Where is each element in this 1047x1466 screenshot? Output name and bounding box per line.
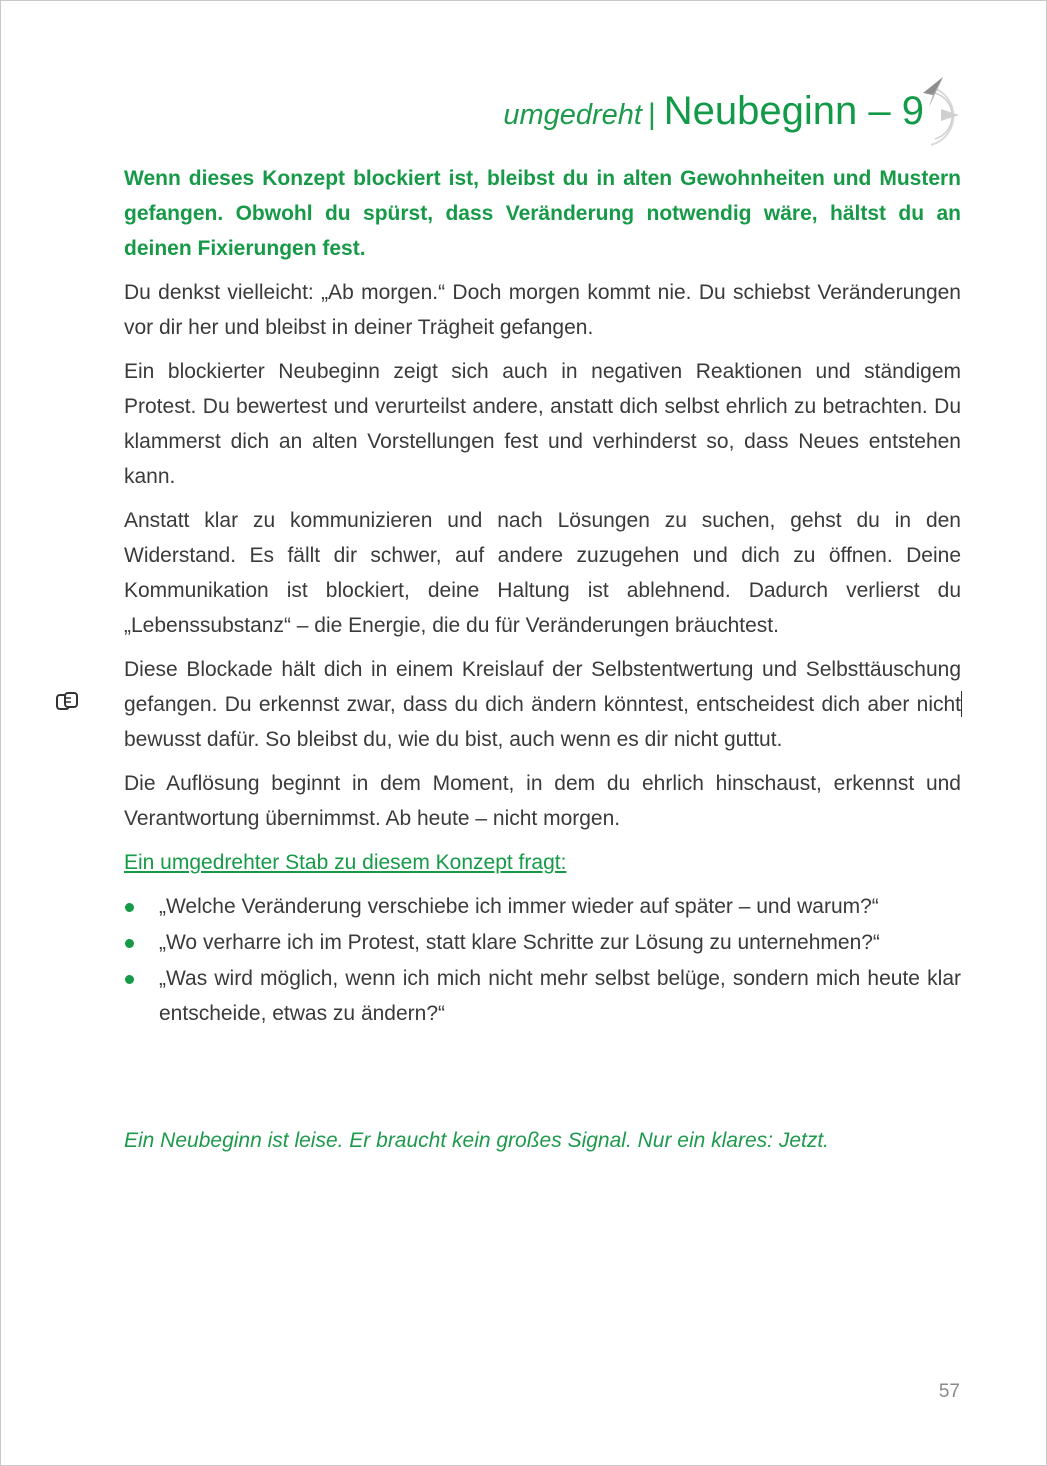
question-item [124, 889, 961, 924]
body-paragraph-4: Diese Blockade hält dich in einem Kreislauf der Selbstentwertung und Selbsttäuschung gefangen. Du erkennst zwar, dass du dich ändern könntest, entscheidest dich aber nicht bewusst dafür. So bleibst du, wie du bist, auch wenn es dir nicht guttut. [124, 658, 961, 751]
lead-paragraph: Wenn dieses Konzept blockiert ist, bleibst du in alten Gewohnheiten und Mustern gefangen. Obwohl du spürst, dass Veränderung notwendig wäre, hältst du an deinen Fixierungen fest. [124, 167, 961, 260]
body-paragraph-3: Anstatt klar zu kommunizieren und nach Lösungen zu suchen, gehst du in den Widerstand. Es fällt dir schwer, auf andere zuzugehen und dich zu öffnen. Deine Kommunikation ist blockiert, deine Haltung ist ablehnend. Dadurch verlierst du „Lebenssubstanz“ – die Energie, die du für Veränderungen bräuchtest. [124, 509, 961, 637]
chapter-header [503, 89, 924, 134]
body-paragraph-2: Ein blockierter Neubeginn zeigt sich auch in negativen Reaktionen und ständigem Protest. Du bewertest und verurteilst andere, anstatt dich selbst ehrlich zu betrachten. Du klammerst dich an alten Vorstellungen fest und verhinderst so, dass Neues entstehen kann. [124, 360, 961, 488]
bullet-icon [125, 975, 134, 984]
closing-line: Ein Neubeginn ist leise. Er braucht kein großes Signal. Nur ein klares: Jetzt. [124, 1129, 830, 1152]
question-text: „Was wird möglich, wenn ich mich nicht mehr selbst belüge, sondern mich heute klar entscheide, etwas zu ändern?“ [159, 967, 961, 1025]
page-number: 57 [938, 1381, 960, 1402]
question-text: „Welche Veränderung verschiebe ich immer wieder auf später – und warum?“ [159, 895, 879, 918]
questions-title: Ein umgedrehter Stab zu diesem Konzept fragt: [124, 851, 567, 874]
text-cursor [961, 691, 962, 717]
question-item [124, 961, 961, 1031]
copy-squares-icon[interactable] [55, 691, 81, 715]
chapter-subtitle: umgedreht [503, 99, 642, 131]
main-content [124, 161, 961, 1032]
compass-arrow-icon [911, 73, 963, 153]
question-item [124, 925, 961, 960]
bullet-icon [125, 903, 134, 912]
question-text: „Wo verharre ich im Protest, statt klare Schritte zur Lösung zu unternehmen?“ [159, 931, 880, 954]
questions-list [124, 889, 961, 1031]
header-separator: | [647, 98, 656, 131]
bullet-icon [125, 939, 134, 948]
body-paragraph-1: Du denkst vielleicht: „Ab morgen.“ Doch morgen kommt nie. Du schiebst Veränderungen vor dir her und bleibst in deiner Trägheit gefangen. [124, 281, 961, 339]
chapter-title: Neubeginn – 9 [663, 89, 924, 133]
body-paragraph-5: Die Auflösung beginnt in dem Moment, in dem du ehrlich hinschaust, erkennst und Verantwortung übernimmst. Ab heute – nicht morgen. [124, 772, 961, 830]
